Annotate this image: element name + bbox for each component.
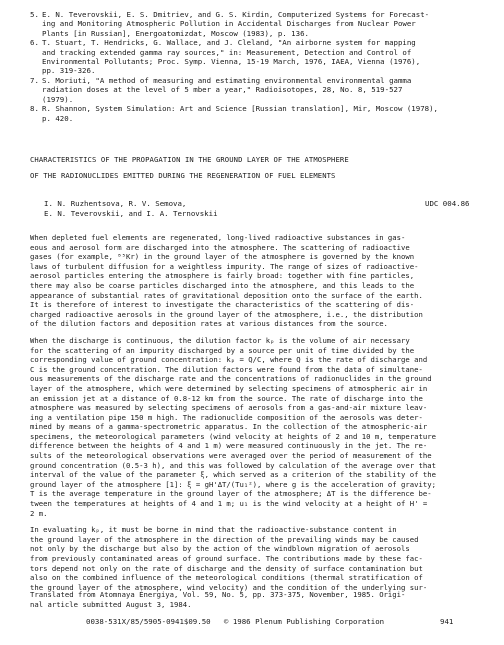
copyright-line: 0038-531X/85/5905-0941$09.50 © 1986 Plenum Publishing Corporation (86, 617, 385, 626)
reference-item (30, 38, 492, 75)
article-authors: I. N. Ruzhentsova, R. V. Semova, E. N. Teverovskii, and I. A. Ternovskii (44, 199, 218, 218)
body-paragraph: In evaluating kₚ, it must be borne in mind that the radioactive-substance content in the ground layer of the atmosphere in the direction of the prevailing winds may be caused not only by the discharge but also by the action of the windblown migration of aerosols from previously contaminated areas of ground surface. The contributions made by these fac- tors depend not only on the rate of discharge and the density of surface contamination but also on the combined influence of the meteorological conditions (thermal stratification of the ground layer of the atmosphere, wind velocity) and the condition of the underlying sur- (30, 525, 428, 592)
body-paragraph: When depleted fuel elements are regenerated, long-lived radioactive substances in gas- eous and aerosol form are discharged into the atmosphere. The scattering of radioactive gases (for example, ⁸⁵Kr) in the ground layer of the atmosphere is governed by the known laws of turbulent diffusion for a weightless impurity. The range of sizes of radioactive- aerosol particles entering the atmosphere is fairly broad: together with fine particles, there may also be coarse particles discharged into the atmosphere, and this leads to the appearance of substantial rates of gravitational deposition onto the surface of the earth. It is therefore of interest to investigate the characteristics of the scattering of dis- charged radioactive aerosols in the ground layer of the atmosphere, i.e., the distribution of the dilution factors and deposition rates at various distances from the source. (30, 233, 423, 329)
article-title: CHARACTERISTICS OF THE PROPAGATION IN THE GROUND LAYER OF THE ATMOSPHERE OF THE RADIONUCLIDES EMITTED DURING THE REGENERATION OF FUEL ELEMENTS (30, 155, 349, 180)
page-number: 941 (440, 617, 454, 626)
reference-text: R. Shannon, System Simulation: Art and Science [Russian translation], Mir, Moscow (1978), p. 420. (42, 104, 439, 123)
reference-text: T. Stuart, T. Hendricks, G. Wallace, and J. Cleland, "An airborne system for mapping and tracking extended gamma ray sources," in: Measurement, Detection and Control of Environmental Pollutants; Proc. Symp. Vienna, 15-19 March, 1976, IAEA, Vienna (1976), pp. 319-326. (42, 38, 421, 76)
reference-number: 8. (30, 104, 39, 114)
article-body (30, 233, 492, 599)
translation-footnote: Translated from Atomnaya Énergiya, Vol. 59, No. 5, pp. 373-375, November, 1985. Origi- nal article submitted August 3, 1984. (30, 590, 406, 609)
reference-text: S. Moriuti, "A method of measuring and estimating environmental environmental gamma radiation doses at the level of 5 mber a year," Radioisotopes, 28, No. 8, 519-527 (1979). (42, 76, 412, 104)
reference-number: 7. (30, 76, 39, 86)
reference-list (30, 10, 492, 124)
body-paragraph: When the discharge is continuous, the dilution factor kₚ is the volume of air necessary for the scattering of an impurity discharged by a source per unit of time divided by the corresponding value of ground concentration: kₚ = Q/C, where Q is the rate of discharge and C is the ground concentration. The dilution factors were found from the data of simultane- ous measurements of the discharge rate and the concentrations of radionuclides in the ground layer of the atmosphere, which were determined by selecting specimens of atmospheric air in an emission jet at a distance of 0.8-12 km from the source. The rate of discharge into the atmosphere was measured by selecting specimens of aerosols from a gas-and-air mixture leav- ing a ventilation pipe 150 m high. The radionuclide composition of the aerosols was deter- mined by means of a gamma-spectrometric apparatus. In the collection of the atmospheric-air specimens, the meteorological parameters (wind velocity at heights of 2 and 10 m, temperature difference between the heights of 4 and 1 m) were measured continuously in the jet. The re- sults of the meteorological observations were averaged over the period of measurement of the ground concentration (0.5-3 h), and this was followed by calculation of the average over that interval of the value of the parameter ξ, which served as a criterion of the stability of the ground layer of the atmosphere [1]: ξ = gH'ΔT/(Tu₁²), where g is the acceleration of gravity; T is the average temperature in the ground layer of the atmosphere; ΔT is the difference be- tween the temperatures at heights of 4 and 1 m; u₁ is the wind velocity at a height of H' = 2 m. (30, 335, 436, 518)
reference-item (30, 10, 492, 38)
reference-number: 5. (30, 10, 39, 19)
reference-number: 6. (30, 38, 39, 48)
reference-item (30, 104, 492, 123)
reference-text: E. N. Teverovskii, E. S. Dmitriev, and G. S. Kirdin, Computerized Systems for Forecast- ing and Monitoring Atmospheric Pollution in Accidental Discharges from Nuclear Power Plants [in Russian], Energoatomizdat, Moscow (1983), p. 136. (42, 10, 430, 38)
udc-code: UDC 004.86 (425, 199, 470, 208)
reference-item (30, 76, 492, 104)
